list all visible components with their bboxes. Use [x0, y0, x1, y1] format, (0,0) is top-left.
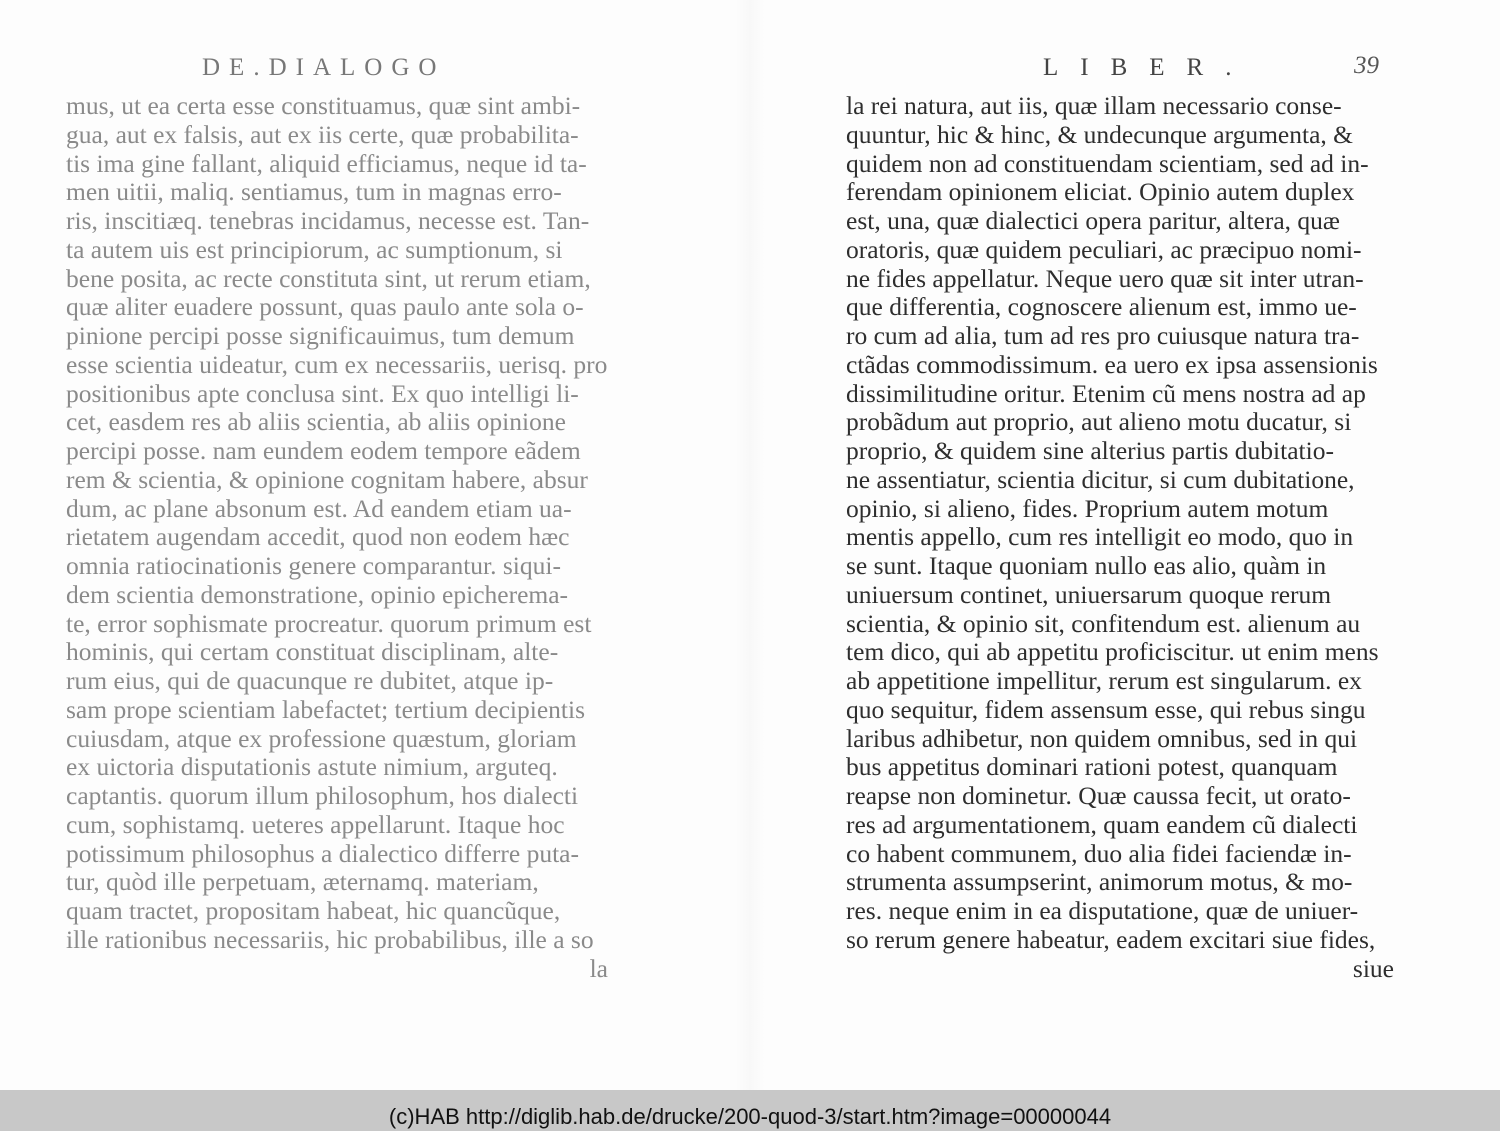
text-line: potissimum philosophus a dialectico differre puta- [66, 839, 579, 868]
right-page [750, 0, 1500, 1090]
copyright-footer: (c)HAB http://diglib.hab.de/drucke/200-quod-3/start.htm?image=00000044 [0, 1090, 1500, 1131]
text-line: ris, inscitiæq. tenebras incidamus, necesse est. Tan- [66, 207, 590, 235]
text-line: quo sequitur, fidem assensum esse, qui rebus singu [846, 695, 1366, 724]
text-line: ille rationibus necessariis, hic probabilibus, ille a so [66, 925, 594, 954]
text-line: bene posita, ac recte constituta sint, ut rerum etiam, [66, 264, 591, 293]
text-line: co habent communem, duo alia fidei faciendæ in- [846, 839, 1352, 868]
text-line: bus appetitus dominari rationi potest, quanquam [846, 753, 1338, 782]
text-line: positionibus apte conclusa sint. Ex quo intelligi li- [66, 379, 579, 408]
text-line: sam prope scientiam labefactet; tertium decipientis [66, 695, 586, 724]
text-line: percipi posse. nam eundem eodem tempore eãdem [66, 437, 581, 465]
text-line: captantis. quorum illum philosophum, hos dialecti [66, 782, 579, 810]
text-line: probãdum aut proprio, aut alieno motu ducatur, si [846, 408, 1352, 437]
text-line: mus, ut ea certa esse constituamus, quæ sint ambi- [66, 92, 581, 120]
text-line: mentis appello, cum res intelligit eo modo, quo in [846, 523, 1354, 552]
text-line: que differentia, cognoscere alienum est, immo ue- [846, 293, 1357, 322]
text-line: dum, ac plane absonum est. Ad eandem etiam ua- [66, 494, 572, 523]
text-line: est, una, quæ dialectici opera paritur, altera, quæ [846, 207, 1340, 235]
catchword-left: la [589, 954, 608, 983]
text-line: quuntur, hic & hinc, & undecunque argumenta, & [846, 120, 1353, 149]
text-line: dem scientia demonstratione, opinio epicherema- [66, 580, 569, 609]
text-line: oratoris, quæ quidem peculiari, ac præcipuo nomi- [846, 235, 1362, 264]
page-number: 39 [1354, 52, 1379, 79]
text-line: gua, aut ex falsis, aut ex iis certe, quæ probabilita- [66, 120, 579, 149]
text-line: ta autem uis est principiorum, ac sumptionum, si [66, 235, 563, 264]
text-line: quam tractet, propositam habeat, hic quancũque, [66, 897, 561, 925]
text-line: uniuersum continet, uniuersarum quoque rerum [846, 580, 1332, 609]
text-line: pinione percipi posse significauimus, tum demum [66, 322, 575, 350]
text-line: reapse non dominetur. Quæ caussa fecit, ut orato- [846, 782, 1351, 810]
text-line: quidem non ad constituendam scientiam, sed ad in- [846, 149, 1369, 178]
text-line: ne fides appellatur. Neque uero quæ sit inter utran- [846, 264, 1364, 293]
text-line: se sunt. Itaque quoniam nullo eas alio, quàm in [846, 552, 1327, 580]
text-line: ab appetitione impellitur, rerum est singularum. ex [846, 667, 1362, 695]
text-line: ex uictoria disputationis astute nimium, arguteq. [66, 753, 558, 782]
text-line: opinio, si alieno, fides. Proprium autem motum [846, 494, 1329, 523]
text-line: te, error sophismate procreatur. quorum primum est [66, 609, 592, 638]
text-line: rem & scientia, & opinione cognitam habere, absur [66, 465, 588, 494]
text-line: proprio, & quidem sine alterius partis dubitatio- [846, 437, 1334, 465]
running-header-left: DE.DIALOGO [202, 54, 446, 81]
text-line: tem dico, qui ab appetitu proficiscitur. ut enim mens [846, 638, 1379, 667]
text-line: hominis, qui certam constituat disciplinam, alte- [66, 638, 559, 667]
text-line: ctãdas commodissimum. ea uero ex ipsa assensionis [846, 350, 1378, 379]
text-line: dissimilitudine oritur. Etenim cũ mens nostra ad ap [846, 379, 1366, 408]
text-line: la rei natura, aut iis, quæ illam necessario conse- [846, 92, 1342, 120]
text-line: omnia ratiocinationis genere comparantur. siqui- [66, 552, 561, 580]
left-body-text [66, 92, 608, 983]
text-line: laribus adhibetur, non quidem omnibus, sed in qui [846, 724, 1358, 753]
text-line: ferendam opinionem eliciat. Opinio autem duplex [846, 178, 1355, 207]
text-line: tis ima gine fallant, aliquid efficiamus, neque id ta- [66, 149, 587, 178]
catchword-right: siue [1352, 954, 1394, 983]
running-header-right: LIBER. [1043, 54, 1254, 81]
text-line: quæ aliter euadere possunt, quas paulo ante sola o- [66, 293, 584, 322]
text-line: rietatem augendam accedit, quod non eodem hæc [66, 523, 570, 552]
text-line: cuiusdam, atque ex professione quæstum, gloriam [66, 724, 577, 753]
text-line: res. neque enim in ea disputatione, quæ de uniuer- [846, 897, 1359, 925]
right-body-text [846, 92, 1394, 983]
text-line: tur, quòd ille perpetuam, æternamq. materiam, [66, 868, 539, 897]
text-line: men uitii, maliq. sentiamus, tum in magnas erro- [66, 178, 562, 207]
text-line: scientia, & opinio sit, confitendum est. alienum au [846, 609, 1361, 638]
text-line: cet, easdem res ab aliis scientia, ab aliis opinione [66, 408, 566, 437]
text-line: ro cum ad alia, tum ad res pro cuiusque natura tra- [846, 322, 1360, 350]
text-line: cum, sophistamq. ueteres appellarunt. Itaque hoc [66, 810, 565, 839]
text-line: strumenta assumpserint, animorum motus, & mo- [846, 868, 1353, 897]
left-page [0, 0, 750, 1090]
text-line: esse scientia uideatur, cum ex necessariis, uerisq. pro [66, 350, 608, 379]
text-line: ne assentiatur, scientia dicitur, si cum dubitatione, [846, 465, 1355, 494]
text-line: res ad argumentationem, quam eandem cũ dialecti [846, 810, 1358, 839]
text-line: so rerum genere habeatur, eadem excitari siue fides, [846, 925, 1376, 954]
text-line: rum eius, qui de quacunque re dubitet, atque ip- [66, 667, 554, 695]
